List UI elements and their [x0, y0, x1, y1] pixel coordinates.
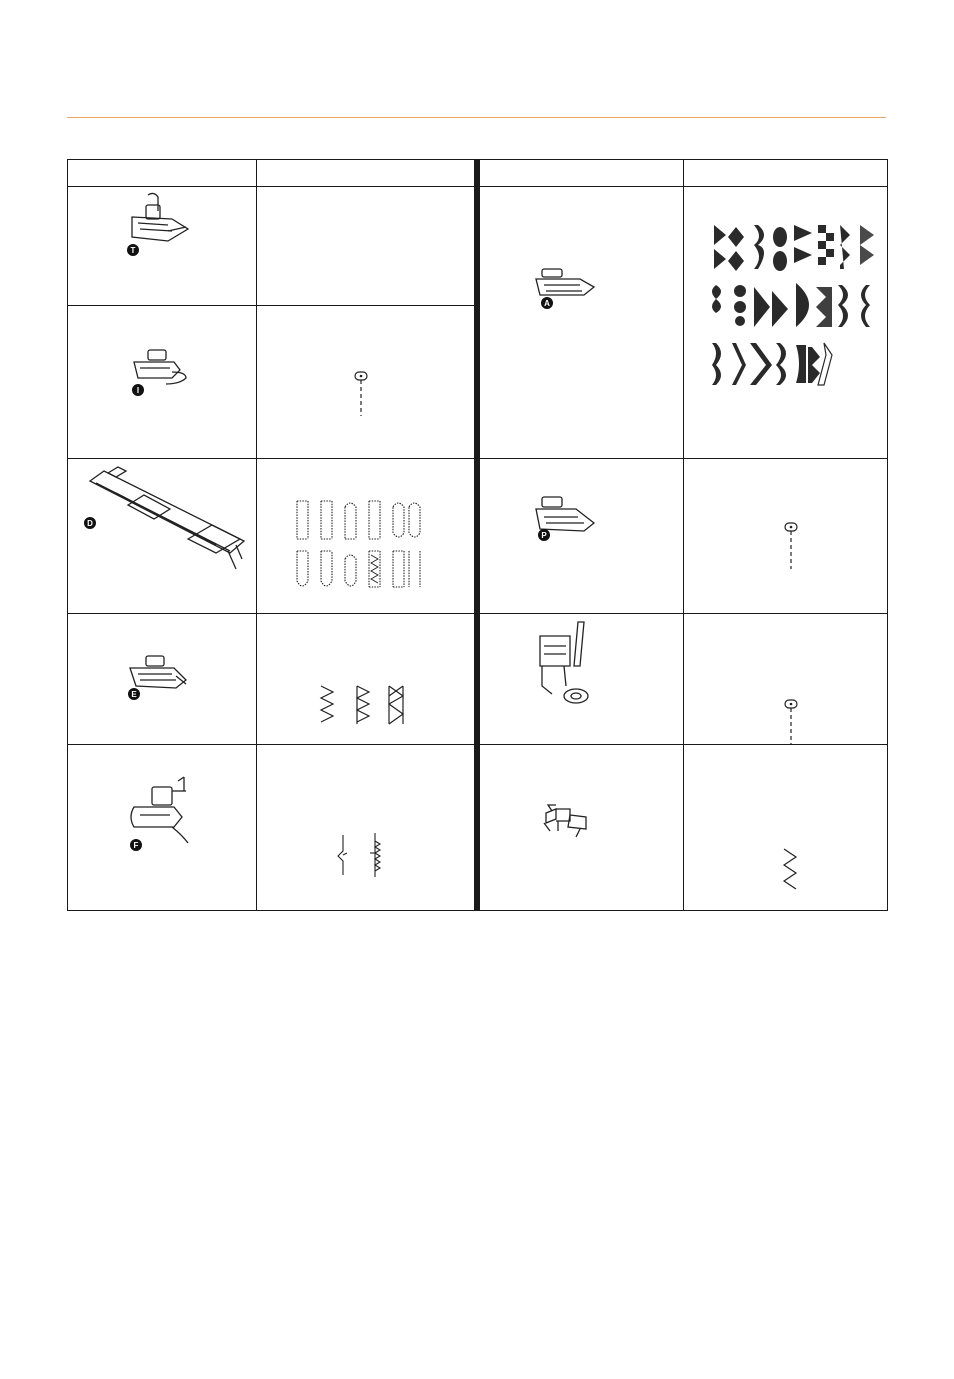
foot-cell-a	[479, 186, 684, 459]
foot-label-d: D	[87, 519, 93, 528]
buttonhole-stitches-icon	[257, 459, 476, 615]
stitch-cell-i	[256, 305, 475, 459]
stitch-cell-f	[256, 744, 475, 911]
foot-label-f: F	[133, 841, 139, 850]
stitch-cell-t	[256, 186, 475, 306]
header-cell-foot-left	[67, 159, 257, 187]
overcasting-foot-e-icon	[68, 614, 258, 746]
foot-cell-t	[67, 186, 257, 306]
foot-cell-cording	[479, 744, 684, 911]
foot-label-i: I	[136, 386, 140, 395]
stitch-cell-e	[256, 613, 475, 745]
zigzag-stitch-icon	[684, 745, 889, 912]
foot-cell-i	[67, 305, 257, 459]
foot-label-t: T	[130, 246, 136, 255]
darning-foot-icon	[480, 614, 685, 746]
foot-cell-darning	[479, 613, 684, 745]
blind-hem-stitches-icon	[257, 745, 476, 912]
stitch-cell-darning	[683, 613, 888, 745]
header-cell-stitch-right	[683, 159, 888, 187]
header-cell-stitch-left	[256, 159, 475, 187]
stitch-cell-d	[256, 458, 475, 614]
foot-cell-d	[67, 458, 257, 614]
header-rule	[67, 117, 886, 118]
presser-foot-i-icon	[68, 306, 258, 460]
foot-label-p: P	[541, 531, 547, 540]
presser-foot-t-icon	[68, 187, 258, 307]
cording-foot-icon	[480, 745, 685, 912]
foot-label-e: E	[131, 690, 137, 699]
foot-cell-p	[479, 458, 684, 614]
overcast-stitches-icon	[257, 614, 476, 746]
straight-stitch-icon	[257, 306, 476, 460]
stitch-cell-a	[683, 186, 888, 459]
buttonhole-foot-d-icon	[68, 459, 258, 615]
stitch-cell-cording	[683, 744, 888, 911]
foot-cell-e	[67, 613, 257, 745]
header-cell-foot-right	[479, 159, 684, 187]
straight-stitch-icon	[684, 614, 889, 746]
blind-hem-foot-f-icon	[68, 745, 258, 912]
straight-stitch-icon	[684, 459, 889, 615]
decorative-stitches-icon	[684, 187, 889, 460]
presser-foot-p-icon	[480, 459, 685, 615]
satin-foot-a-icon	[480, 187, 685, 460]
stitch-cell-p	[683, 458, 888, 614]
foot-label-a: A	[544, 299, 550, 308]
foot-cell-f	[67, 744, 257, 911]
